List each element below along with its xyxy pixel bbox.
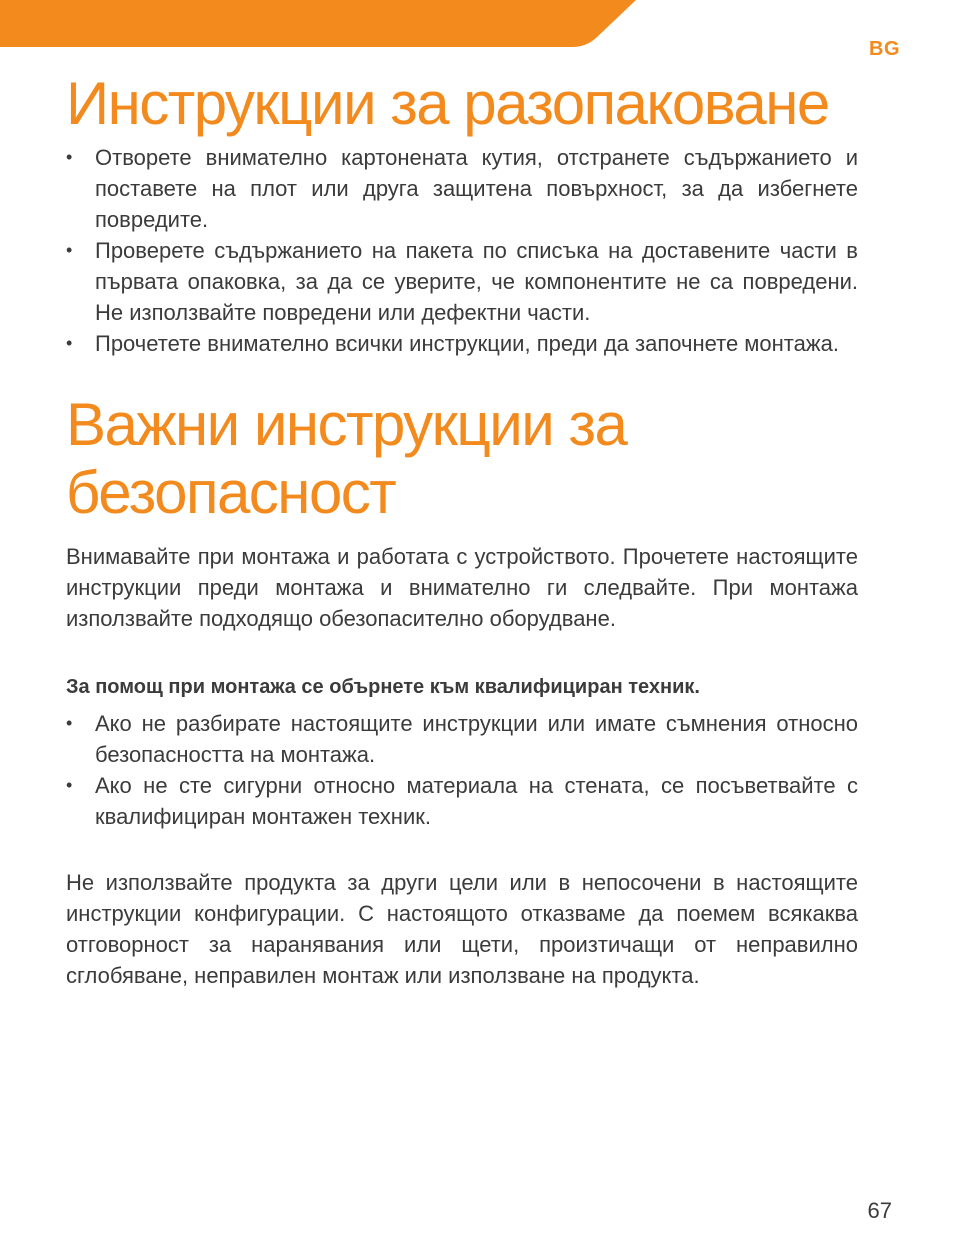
list-item (66, 708, 858, 770)
bullet-icon: • (66, 147, 73, 167)
unpacking-list (66, 142, 858, 359)
liability-disclaimer: Не използвайте продукта за други цели или в непосочени в настоящите инструкции конфигурации. С настоящото отказваме да поемем всякаква отговорност за наранявания или щети, произтичащи от неправилно сглобяване, неправилен монтаж или използване на продукта. (66, 870, 858, 988)
bullet-icon: • (66, 775, 73, 795)
list-item (66, 770, 858, 832)
section-title-unpacking: Инструкции за разопаковане (66, 70, 829, 137)
list-item (66, 235, 858, 328)
list-item-text: Ако не разбирате настоящите инструкции или имате съмнения относно безопасността на монтажа. (95, 711, 858, 767)
bullet-icon: • (66, 333, 73, 353)
page-content (66, 70, 858, 991)
safety-list (66, 708, 858, 832)
list-item-text: Отворете внимателно картонената кутия, отстранете съдържанието и поставете на плот или друга защитена повърхност, за да избегнете повредите. (95, 145, 858, 232)
section-title-safety: Важни инструкции за безопасност (66, 391, 627, 526)
list-item-text: Прочетете внимателно всички инструкции, преди да започнете монтажа. (95, 331, 839, 356)
bullet-icon: • (66, 240, 73, 260)
list-item (66, 142, 858, 235)
bullet-icon: • (66, 713, 73, 733)
list-item-text: Проверете съдържанието на пакета по списъка на доставените части в първата опаковка, за да се уверите, че компонентите не са повредени. Не използвайте повредени или дефектни части. (95, 238, 858, 325)
list-item (66, 328, 858, 359)
header-accent-bar (0, 0, 640, 47)
language-code: BG (869, 38, 900, 60)
list-item-text: Ако не сте сигурни относно материала на стената, се посъветвайте с квалифициран монтажен техник. (95, 773, 858, 829)
technician-note: За помощ при монтажа се обърнете към квалифициран техник. (66, 676, 700, 698)
page-number: 67 (867, 1198, 892, 1223)
safety-intro: Внимавайте при монтажа и работата с устройството. Прочетете настоящите инструкции преди монтажа и внимателно ги следвайте. При монтажа използвайте подходящо обезопасително оборудване. (66, 544, 858, 631)
